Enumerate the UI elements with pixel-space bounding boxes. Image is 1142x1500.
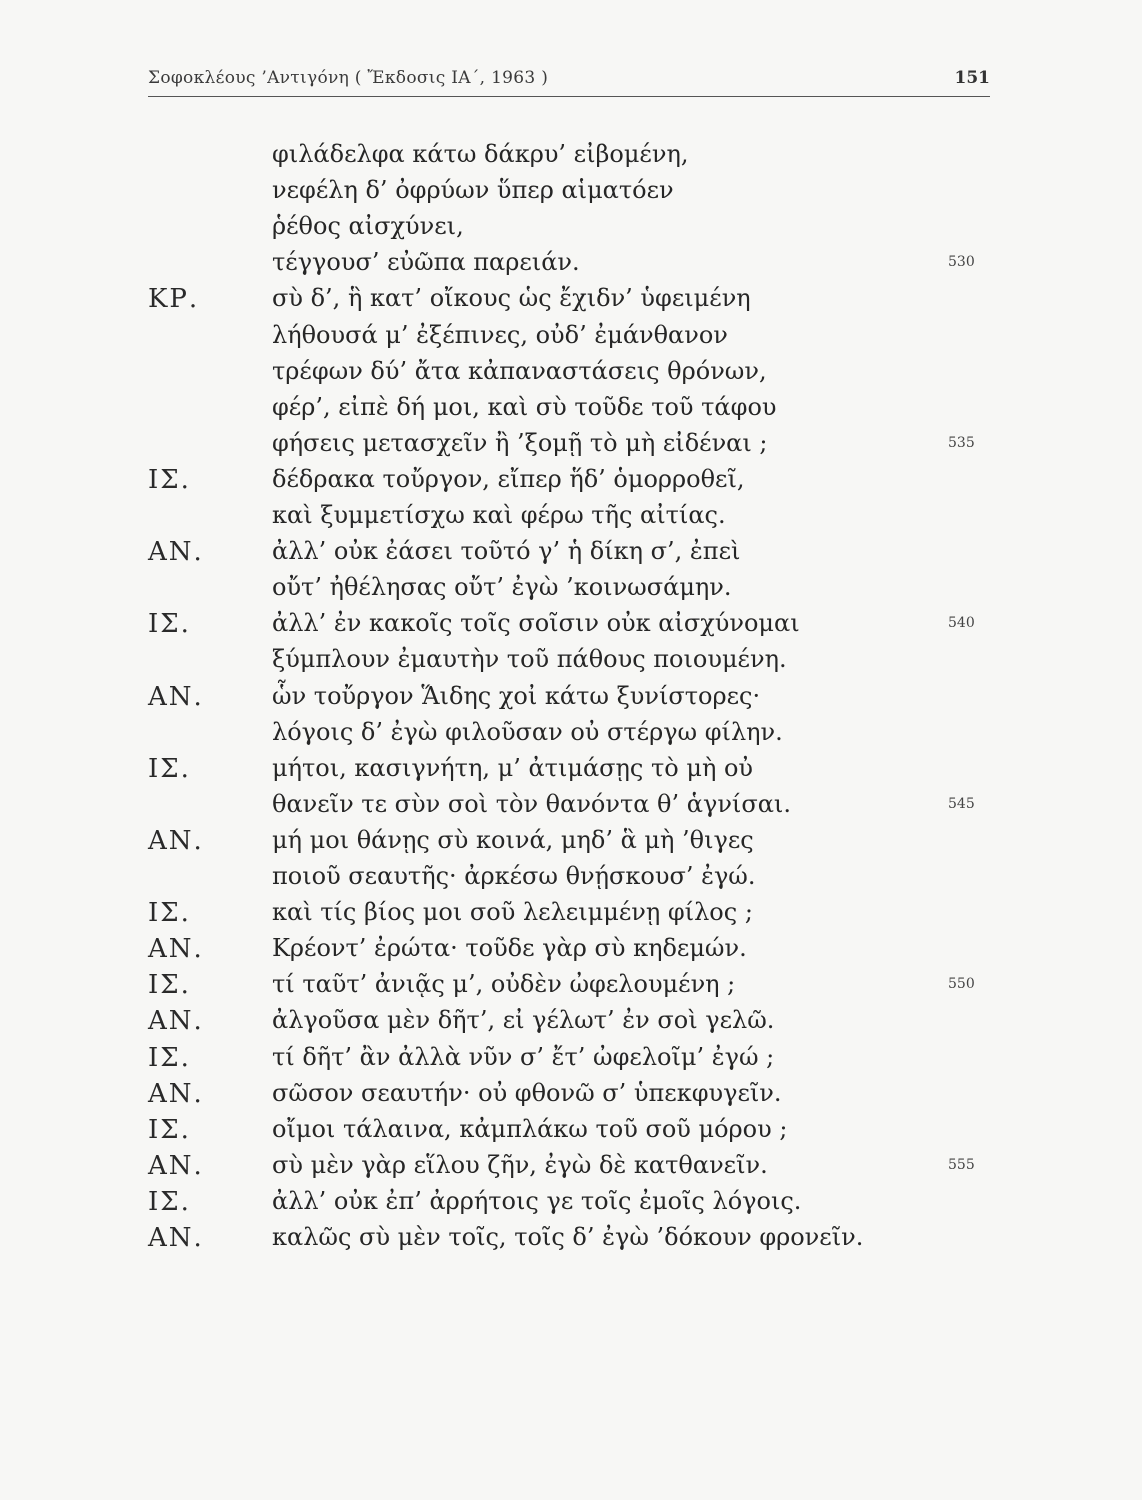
verse-line: [0, 212, 1142, 252]
page-number: 151: [954, 68, 990, 88]
verse-line: [0, 1006, 1142, 1046]
verse-line: [0, 321, 1142, 361]
verse-text: Κρέοντ’ ἐρώτα· τοῦδε γὰρ σὺ κηδεμών.: [272, 934, 747, 963]
verse-line: [0, 248, 1142, 288]
verse-text: οὔτ’ ἠθέλησας οὔτ’ ἐγὼ ’κοινωσάμην.: [272, 573, 732, 602]
verse-text: ἀλλ’ οὐκ ἐπ’ ἀρρήτοις γε τοῖς ἐμοῖς λόγοις.: [272, 1186, 802, 1215]
speaker-label: ΙΣ.: [148, 1114, 191, 1145]
verse-text: καλῶς σὺ μὲν τοῖς, τοῖς δ’ ἐγὼ ’δόκουν φρονεῖν.: [272, 1223, 864, 1251]
verse-line: [0, 862, 1142, 902]
verse-line: [0, 393, 1142, 433]
verse-line: [0, 1115, 1142, 1155]
verse-text: τί δῆτ’ ἂν ἀλλὰ νῦν σ’ ἔτ’ ὠφελοῖμ’ ἐγώ ;: [272, 1042, 775, 1071]
verse-text: σὺ μὲν γὰρ εἵλου ζῆν, ἐγὼ δὲ κατθανεῖν.: [272, 1150, 768, 1179]
verse-text: ξύμπλουν ἐμαυτὴν τοῦ πάθους ποιουμένη.: [272, 645, 787, 674]
verse-text: μή μοι θάνῃς σὺ κοινά, μηδ’ ἃ μὴ ’θιγες: [272, 825, 754, 854]
verse-line: [0, 826, 1142, 866]
verse-line: [0, 1151, 1142, 1191]
speaker-label: ΚΡ.: [148, 284, 200, 315]
verse-text: λήθουσά μ’ ἐξέπινες, οὐδ’ ἐμάνθανον: [272, 320, 728, 349]
verse-text: φέρ’, εἰπὲ δή μοι, καὶ σὺ τοῦδε τοῦ τάφου: [272, 392, 777, 421]
verse-text: τί ταῦτ’ ἀνιᾷς μ’, οὐδὲν ὠφελουμένη ;: [272, 970, 736, 999]
speaker-label: ΑΝ.: [148, 1223, 204, 1253]
speaker-label: ΑΝ.: [148, 1150, 204, 1181]
verse-text: σῶσον σεαυτήν· οὐ φθονῶ σ’ ὑπεκφυγεῖν.: [272, 1078, 782, 1107]
verse-line: [0, 357, 1142, 397]
speaker-label: ΑΝ.: [148, 681, 204, 712]
speaker-label: ΙΣ.: [148, 1042, 191, 1073]
speaker-label: ΑΝ.: [148, 825, 204, 856]
verse-text: ἀλγοῦσα μὲν δῆτ’, εἰ γέλωτ’ ἐν σοὶ γελῶ.: [272, 1006, 775, 1035]
line-number: 550: [948, 976, 975, 993]
verse-line: [0, 609, 1142, 649]
verse-text: τρέφων δύ’ ἄτα κἀπαναστάσεις θρόνων,: [272, 356, 767, 385]
verse-line: [0, 898, 1142, 938]
speaker-label: ΑΝ.: [148, 1078, 204, 1109]
speaker-label: ΙΣ.: [148, 1186, 191, 1217]
verse-line: [0, 754, 1142, 794]
header-rule: [148, 96, 990, 97]
verse-line: [0, 176, 1142, 216]
verse-line: [0, 501, 1142, 541]
verse-line: [0, 140, 1142, 180]
line-number: 535: [948, 434, 975, 451]
verse-line: [0, 645, 1142, 685]
verse-text: ἀλλ’ ἐν κακοῖς τοῖς σοῖσιν οὐκ αἰσχύνομαι: [272, 609, 800, 638]
verse-text: θανεῖν τε σὺν σοὶ τὸν θανόντα θ’ ἁγνίσαι.: [272, 789, 791, 818]
verse-line: [0, 934, 1142, 974]
verse-text: φήσεις μετασχεῖν ἢ ’ξομῇ τὸ μὴ εἰδέναι ;: [272, 428, 768, 457]
line-number: 545: [948, 795, 975, 812]
running-title: Σοφοκλέους ’Αντιγόνη ( Ἔκδοσις ΙΑ΄, 1963 ): [148, 68, 549, 88]
verse-text: μήτοι, κασιγνήτη, μ’ ἀτιμάσῃς τὸ μὴ οὐ: [272, 753, 753, 782]
verse-text: νεφέλη δ’ ὀφρύων ὕπερ αἱματόεν: [272, 176, 674, 205]
verse-line: [0, 465, 1142, 505]
speaker-label: ΑΝ.: [148, 537, 204, 568]
verse-line: [0, 573, 1142, 613]
verse-text: σὺ δ’, ἣ κατ’ οἴκους ὡς ἔχιδν’ ὑφειμένη: [272, 284, 751, 313]
verse-line: [0, 970, 1142, 1010]
speaker-label: ΑΝ.: [148, 934, 204, 965]
verse-line: [0, 429, 1142, 469]
verse-text: καὶ τίς βίος μοι σοῦ λελειμμένῃ φίλος ;: [272, 898, 753, 927]
verse-line: [0, 284, 1142, 324]
verse-text: λόγοις δ’ ἐγὼ φιλοῦσαν οὐ στέργω φίλην.: [272, 717, 783, 746]
speaker-label: ΙΣ.: [148, 464, 191, 495]
speaker-label: ΙΣ.: [148, 970, 191, 1001]
verse-line: [0, 682, 1142, 722]
verse-text: ποιοῦ σεαυτῆς· ἀρκέσω θνῄσκουσ’ ἐγώ.: [272, 862, 756, 890]
verse-line: [0, 1223, 1142, 1263]
verse-text: ὧν τοὔργον Ἅιδης χοἰ κάτω ξυνίστορες·: [272, 681, 761, 710]
verse-line: [0, 1079, 1142, 1119]
verse-text: ῥέθος αἰσχύνει,: [272, 212, 464, 241]
verse-text: καὶ ξυμμετίσχω καὶ φέρω τῆς αἰτίας.: [272, 501, 726, 529]
line-number: 530: [948, 254, 975, 271]
verse-line: [0, 790, 1142, 830]
line-number: 540: [948, 615, 975, 632]
speaker-label: ΙΣ.: [148, 898, 191, 929]
verse-line: [0, 1043, 1142, 1083]
speaker-label: ΙΣ.: [148, 753, 191, 784]
line-number: 555: [948, 1156, 975, 1173]
verse-text: τέγγουσ’ εὐῶπα παρειάν.: [272, 248, 580, 277]
verse-line: [0, 537, 1142, 577]
verse-text: δέδρακα τοὔργον, εἴπερ ἥδ’ ὁμορροθεῖ,: [272, 464, 745, 493]
verse-line: [0, 718, 1142, 758]
verse-text: οἴμοι τάλαινα, κἀμπλάκω τοῦ σοῦ μόρου ;: [272, 1114, 788, 1143]
verse-line: [0, 1187, 1142, 1227]
running-header: [148, 68, 990, 98]
verse-text: ἀλλ’ οὐκ ἐάσει τοῦτό γ’ ἡ δίκη σ’, ἐπεὶ: [272, 537, 741, 566]
speaker-label: ΙΣ.: [148, 609, 191, 640]
verse-text: φιλάδελφα κάτω δάκρυ’ εἰβομένη,: [272, 140, 689, 168]
speaker-label: ΑΝ.: [148, 1006, 204, 1037]
